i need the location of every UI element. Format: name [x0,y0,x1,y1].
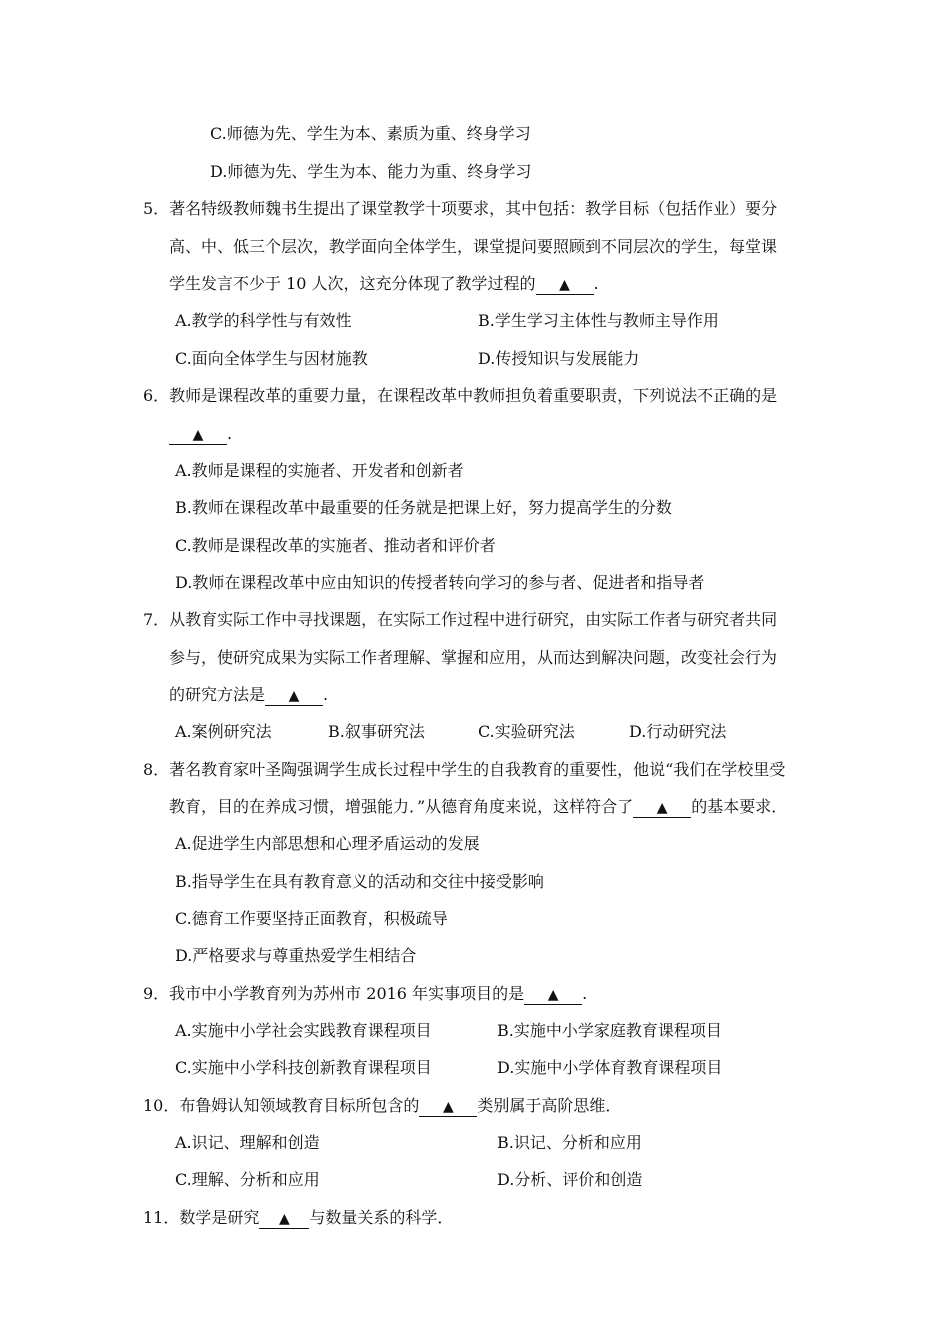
q8-option-a: A.促进学生内部思想和心理矛盾运动的发展 [175,834,480,853]
q11-stem-text: 11．数学是研究 [143,1208,260,1227]
q5-option-d: D.传授知识与发展能力 [478,349,640,368]
q8-stem-line1: 8．著名教育家叶圣陶强调学生成长过程中学生的自我教育的重要性，他说“我们在学校里受 [143,760,786,779]
q7-option-d: D.行动研究法 [629,722,727,741]
answer-blank: ▲ [524,986,582,1005]
q7-stem-end: . [323,685,329,704]
q5-option-b: B.学生学习主体性与教师主导作用 [478,311,719,330]
q9-option-a: A.实施中小学社会实践教育课程项目 [175,1021,432,1040]
q10-stem-line1 [143,1096,621,1117]
q5-option-a: A.教学的科学性与有效性 [175,311,352,330]
q5-stem-line3 [169,274,599,295]
answer-blank: ▲ [633,799,691,818]
q7-option-a: A.案例研究法 [175,722,272,741]
q6-option-a: A.教师是课程的实施者、开发者和创新者 [175,461,464,480]
q9-option-d: D.实施中小学体育教育课程项目 [497,1058,723,1077]
q11-stem-line1 [143,1208,453,1229]
answer-blank: ▲ [265,687,323,706]
q5-option-c: C.面向全体学生与因材施教 [175,349,368,368]
q5-stem-text: 学生发言不少于 10 人次，这充分体现了教学过程的 [169,274,536,293]
q5-stem-line2: 高、中、低三个层次，教学面向全体学生，课堂提问要照顾到不同层次的学生，每堂课 [169,237,778,256]
q8-option-c: C.德育工作要坚持正面教育，积极疏导 [175,909,448,928]
q10-stem-end: 类别属于高阶思维． [477,1096,622,1115]
q9-stem-end: . [582,984,588,1003]
q6-option-d: D.教师在课程改革中应由知识的传授者转向学习的参与者、促进者和指导者 [175,573,705,592]
q8-stem-text: 教育，目的在养成习惯，增强能力．”从德育角度来说，这样符合了 [169,797,634,816]
q9-option-c: C.实施中小学科技创新教育课程项目 [175,1058,432,1077]
q7-option-b: B.叙事研究法 [328,722,425,741]
q7-stem-text: 的研究方法是 [169,685,266,704]
q7-stem-line2: 参与，使研究成果为实际工作者理解、掌握和应用，从而达到解决问题，改变社会行为 [169,648,778,667]
q9-option-b: B.实施中小学家庭教育课程项目 [497,1021,722,1040]
q8-option-b: B.指导学生在具有教育意义的活动和交往中接受影响 [175,872,544,891]
q7-stem-line1: 7．从教育实际工作中寻找课题，在实际工作过程中进行研究，由实际工作者与研究者共同 [143,610,778,629]
q6-stem-line2 [169,424,232,445]
q7-option-c: C.实验研究法 [478,722,575,741]
q10-option-b: B.识记、分析和应用 [497,1133,642,1152]
q4-option-d: D.师德为先、学生为本、能力为重、终身学习 [210,162,532,181]
q6-stem-end: . [227,424,233,443]
q6-option-b: B.教师在课程改革中最重要的任务就是把课上好，努力提高学生的分数 [175,498,672,517]
q6-stem-line1: 6．教师是课程改革的重要力量，在课程改革中教师担负着重要职责，下列说法不正确的是 [143,386,778,405]
answer-blank: ▲ [536,276,594,295]
answer-blank: ▲ [419,1098,477,1117]
q10-option-d: D.分析、评价和创造 [497,1170,643,1189]
q5-stem-line1: 5．著名特级教师魏书生提出了课堂教学十项要求，其中包括：教学目标（包括作业）要分 [143,199,778,218]
q10-stem-text: 10．布鲁姆认知领域教育目标所包含的 [143,1096,420,1115]
q10-option-c: C.理解、分析和应用 [175,1170,320,1189]
q7-stem-line3 [169,685,328,706]
q6-option-c: C.教师是课程改革的实施者、推动者和评价者 [175,536,496,555]
q8-stem-end: 的基本要求． [691,797,788,816]
q10-option-a: A.识记、理解和创造 [175,1133,320,1152]
q8-stem-line2 [169,797,787,818]
answer-blank: ▲ [259,1210,309,1229]
answer-blank: ▲ [169,426,227,445]
q4-option-c: C.师德为先、学生为本、素质为重、终身学习 [210,124,531,143]
q9-stem-text: 9．我市中小学教育列为苏州市 2016 年实事项目的是 [143,984,525,1003]
q8-option-d: D.严格要求与尊重热爱学生相结合 [175,946,417,965]
q11-stem-end: 与数量关系的科学． [309,1208,454,1227]
q9-stem-line1 [143,984,587,1005]
q5-stem-end: . [593,274,599,293]
